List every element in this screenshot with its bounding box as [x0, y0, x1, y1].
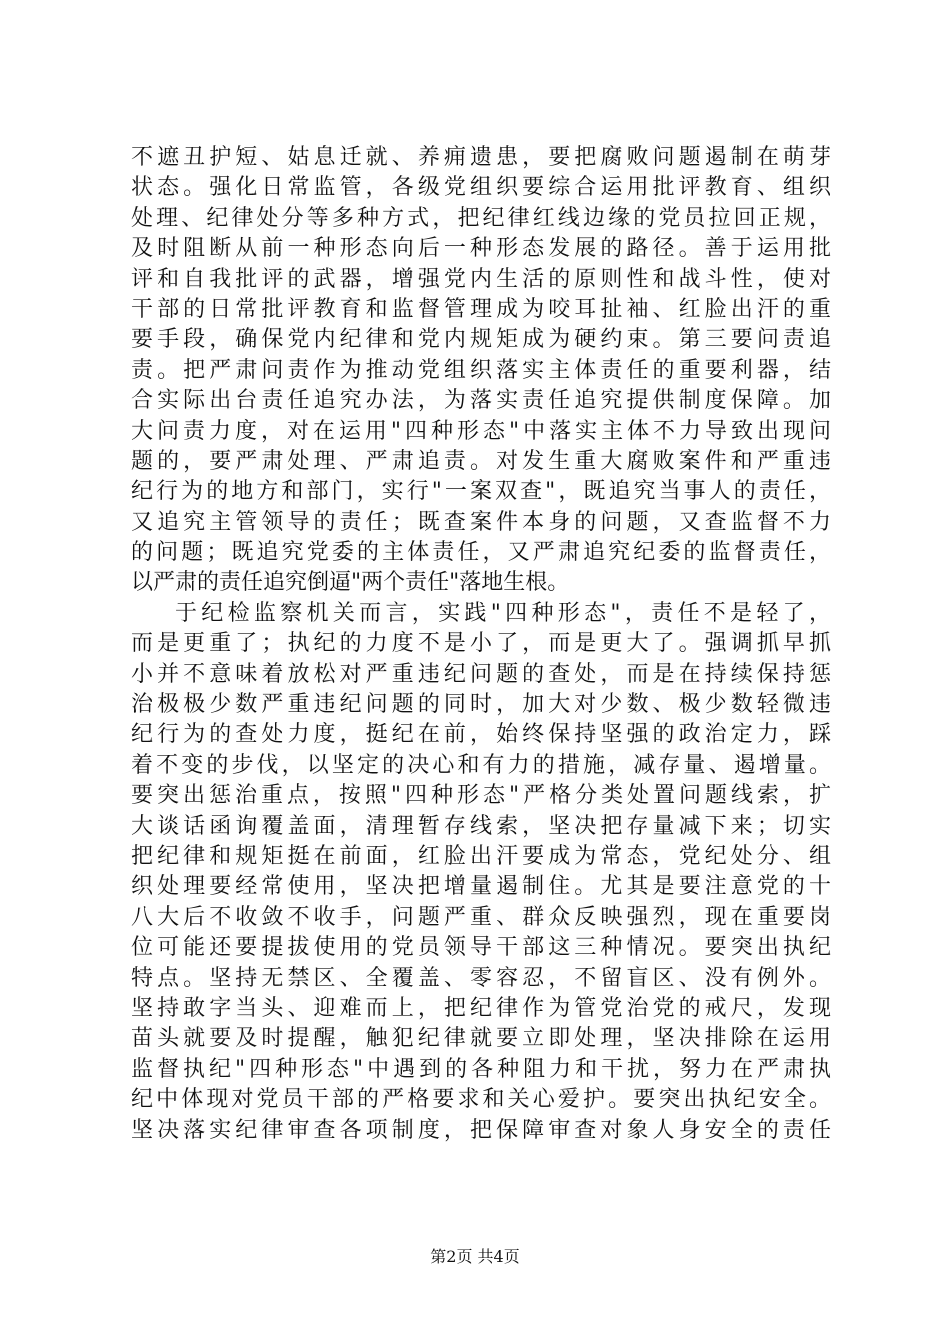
text-line: 织处理要经常使用，坚决把增量遏制住。尤其是要注意党的十 — [131, 874, 831, 900]
text-line: 于纪检监察机关而言，实践"四种形态"，责任不是轻了， — [175, 600, 831, 626]
text-line: 状态。强化日常监管，各级党组织要综合运用批评教育、组织 — [131, 175, 831, 201]
text-line: 的问题；既追究党委的主体责任，又严肃追究纪委的监督责任， — [131, 540, 831, 566]
text-line: 着不变的步伐，以坚定的决心和有力的措施，减存量、遏增量。 — [131, 752, 831, 778]
text-line: 干部的日常批评教育和监督管理成为咬耳扯袖、红脸出汗的重 — [131, 296, 831, 322]
text-line: 而是更重了；执纪的力度不是小了，而是更大了。强调抓早抓 — [131, 631, 831, 657]
text-line: 小并不意味着放松对严重违纪问题的查处，而是在持续保持惩 — [131, 661, 831, 687]
text-line: 以严肃的责任追究倒逼"两个责任"落地生根。 — [131, 570, 570, 596]
text-line: 大谈话函询覆盖面，清理暂存线索，坚决把存量减下来；切实 — [131, 813, 831, 839]
paragraph-1 — [131, 143, 831, 599]
text-line: 特点。坚持无禁区、全覆盖、零容忍，不留盲区、没有例外。 — [131, 965, 831, 991]
text-line: 把纪律和规矩挺在前面，红脸出汗要成为常态，党纪处分、组 — [131, 843, 831, 869]
text-line: 处理、纪律处分等多种方式，把纪律红线边缘的党员拉回正规， — [131, 205, 831, 231]
text-line: 八大后不收敛不收手，问题严重、群众反映强烈，现在重要岗 — [131, 904, 831, 930]
page-footer — [0, 1244, 950, 1267]
text-line: 坚持敢字当头、迎难而上，把纪律作为管党治党的戒尺，发现 — [131, 995, 831, 1021]
text-line: 纪中体现对党员干部的严格要求和关心爱护。要突出执纪安全。 — [131, 1087, 831, 1113]
text-line: 纪行为的地方和部门，实行"一案双查"，既追究当事人的责任， — [131, 479, 831, 505]
text-line: 责。把严肃问责作为推动党组织落实主体责任的重要利器，结 — [131, 357, 831, 383]
paragraph-2 — [131, 599, 831, 1146]
text-line: 评和自我批评的武器，增强党内生活的原则性和战斗性，使对 — [131, 266, 831, 292]
text-line: 题的，要严肃处理、严肃追责。对发生重大腐败案件和严重违 — [131, 448, 831, 474]
text-line: 又追究主管领导的责任；既查案件本身的问题，又查监督不力 — [131, 509, 831, 535]
text-line: 纪行为的查处力度，挺纪在前，始终保持坚强的政治定力，踩 — [131, 722, 831, 748]
text-line: 不遮丑护短、姑息迁就、养痈遗患，要把腐败问题遏制在萌芽 — [131, 145, 831, 170]
text-line: 及时阻断从前一种形态向后一种形态发展的路径。善于运用批 — [131, 236, 831, 262]
text-line: 监督执纪"四种形态"中遇到的各种阻力和干扰，努力在严肃执 — [131, 1056, 831, 1082]
text-line: 大问责力度，对在运用"四种形态"中落实主体不力导致出现问 — [131, 418, 831, 444]
text-line: 位可能还要提拔使用的党员领导干部这三种情况。要突出执纪 — [131, 935, 831, 961]
page-number: 第2页 共4页 — [430, 1247, 520, 1266]
text-line: 要突出惩治重点，按照"四种形态"严格分类处置问题线索，扩 — [131, 783, 831, 809]
text-line: 合实际出台责任追究办法，为落实责任追究提供制度保障。加 — [131, 388, 831, 414]
body-text — [131, 143, 831, 1146]
text-line: 坚决落实纪律审查各项制度，把保障审查对象人身安全的责任 — [131, 1117, 831, 1143]
text-line: 苗头就要及时提醒，触犯纪律就要立即处理，坚决排除在运用 — [131, 1026, 831, 1052]
text-line: 治极极少数严重违纪问题的同时，加大对少数、极少数轻微违 — [131, 692, 831, 718]
text-line: 要手段，确保党内纪律和党内规矩成为硬约束。第三要问责追 — [131, 327, 831, 353]
